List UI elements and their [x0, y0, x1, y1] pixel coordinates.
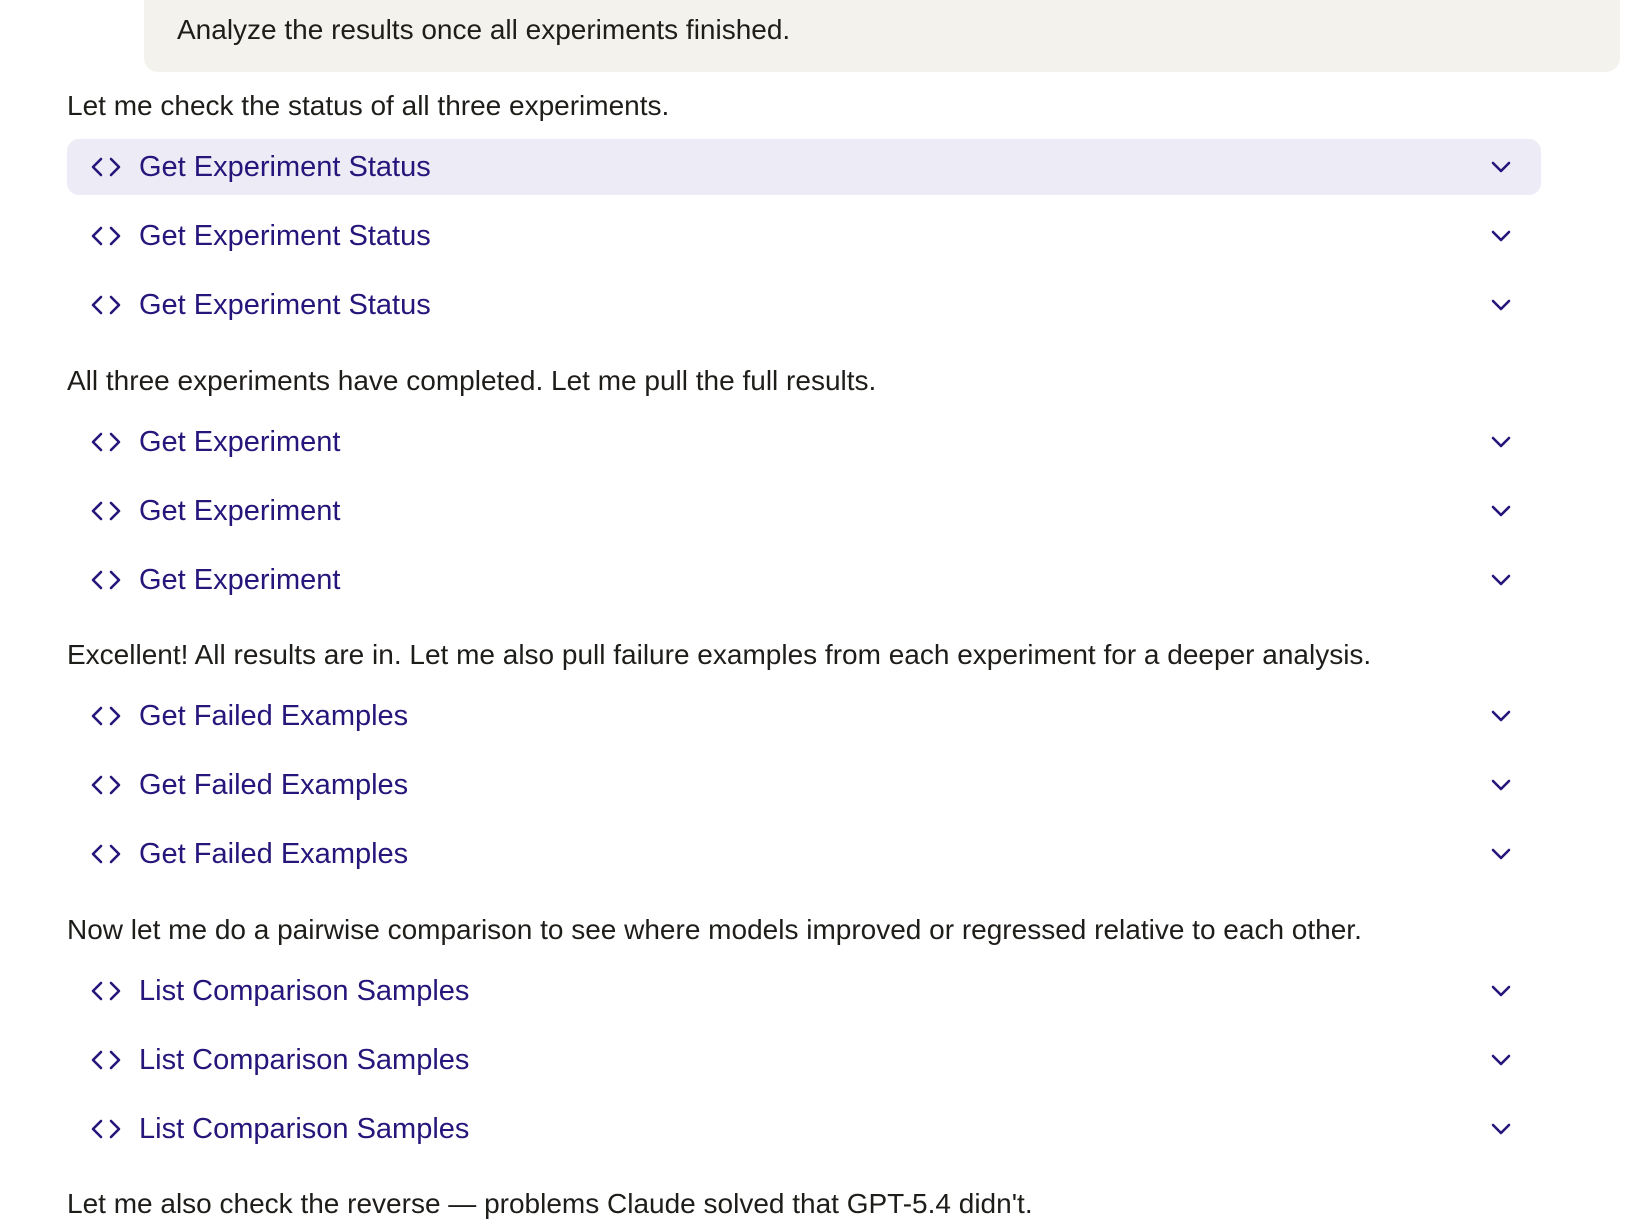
- tool-call-row[interactable]: [67, 1101, 1541, 1157]
- assistant-text: Excellent! All results are in. Let me also pull failure examples from each experiment for a deeper analysis.: [67, 639, 1372, 670]
- code-brackets-icon: [90, 428, 122, 456]
- tool-call-label: List Comparison Samples: [139, 1044, 470, 1076]
- code-brackets-icon: [90, 771, 122, 799]
- user-message-text: Analyze the results once all experiments finished.: [177, 14, 791, 45]
- user-message-bubble: [144, 0, 1620, 72]
- tool-call-row[interactable]: [67, 483, 1541, 539]
- chevron-down-icon[interactable]: [1489, 294, 1513, 316]
- code-brackets-icon: [90, 291, 122, 319]
- tool-call-label: Get Experiment: [139, 426, 341, 458]
- assistant-text: Now let me do a pairwise comparison to see where models improved or regressed relative to each other.: [67, 914, 1362, 945]
- chevron-down-icon[interactable]: [1489, 980, 1513, 1002]
- tool-call-row[interactable]: [67, 414, 1541, 470]
- tool-call-row[interactable]: [67, 1032, 1541, 1088]
- tool-call-label: Get Failed Examples: [139, 769, 409, 801]
- chevron-down-icon[interactable]: [1489, 569, 1513, 591]
- tool-call-label: List Comparison Samples: [139, 975, 470, 1007]
- assistant-text: All three experiments have completed. Let me pull the full results.: [67, 365, 877, 396]
- code-brackets-icon: [90, 702, 122, 730]
- tool-call-row[interactable]: [67, 757, 1541, 813]
- chevron-down-icon[interactable]: [1489, 431, 1513, 453]
- tool-call-row[interactable]: [67, 208, 1541, 264]
- tool-call-row[interactable]: [67, 277, 1541, 333]
- tool-call-label: Get Failed Examples: [139, 700, 409, 732]
- chevron-down-icon[interactable]: [1489, 500, 1513, 522]
- code-brackets-icon: [90, 497, 122, 525]
- tool-call-label: Get Experiment: [139, 495, 341, 527]
- chevron-down-icon[interactable]: [1489, 1049, 1513, 1071]
- chevron-down-icon[interactable]: [1489, 774, 1513, 796]
- code-brackets-icon: [90, 566, 122, 594]
- chevron-down-icon[interactable]: [1489, 156, 1513, 178]
- tool-call-label: Get Experiment Status: [139, 220, 431, 252]
- code-brackets-icon: [90, 840, 122, 868]
- tool-call-row[interactable]: [67, 963, 1541, 1019]
- code-brackets-icon: [90, 977, 122, 1005]
- assistant-text: Let me check the status of all three experiments.: [67, 90, 670, 121]
- tool-call-label: List Comparison Samples: [139, 1113, 470, 1145]
- code-brackets-icon: [90, 153, 122, 181]
- tool-call-label: Get Experiment: [139, 564, 341, 596]
- tool-call-label: Get Failed Examples: [139, 838, 409, 870]
- tool-call-label: Get Experiment Status: [139, 289, 431, 321]
- code-brackets-icon: [90, 1115, 122, 1143]
- tool-call-row[interactable]: [67, 139, 1541, 195]
- tool-call-row[interactable]: [67, 826, 1541, 882]
- code-brackets-icon: [90, 222, 122, 250]
- chevron-down-icon[interactable]: [1489, 225, 1513, 247]
- tool-call-label: Get Experiment Status: [139, 151, 431, 183]
- tool-call-row[interactable]: [67, 688, 1541, 744]
- assistant-text: Let me also check the reverse — problems Claude solved that GPT-5.4 didn't.: [67, 1188, 1033, 1219]
- chevron-down-icon[interactable]: [1489, 705, 1513, 727]
- chevron-down-icon[interactable]: [1489, 1118, 1513, 1140]
- chevron-down-icon[interactable]: [1489, 843, 1513, 865]
- tool-call-row[interactable]: [67, 552, 1541, 608]
- code-brackets-icon: [90, 1046, 122, 1074]
